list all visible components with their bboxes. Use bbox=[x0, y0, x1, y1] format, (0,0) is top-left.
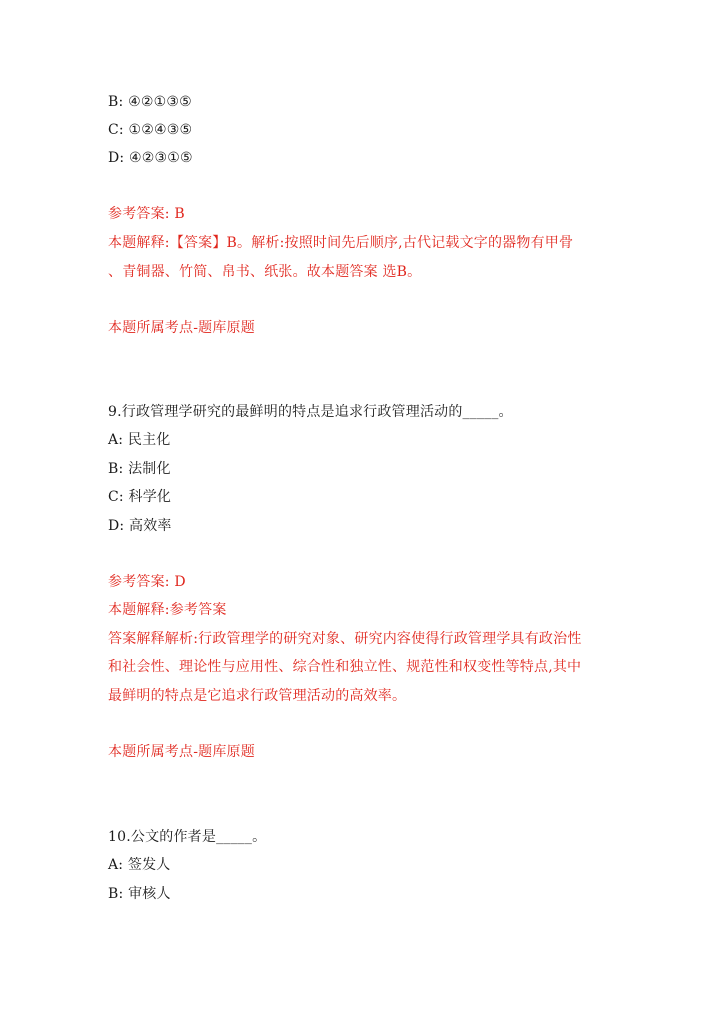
option-letter: D: bbox=[108, 518, 125, 534]
q8-source: 本题所属考点-题库原题 bbox=[108, 320, 255, 336]
q8-option-c bbox=[108, 120, 192, 140]
option-text: 审核人 bbox=[128, 886, 171, 902]
q10-option-b bbox=[108, 884, 171, 904]
q9-explanation-line-3: 最鲜明的特点是它追求行政管理活动的高效率。 bbox=[108, 688, 407, 704]
option-letter: C: bbox=[108, 122, 124, 138]
q8-explanation-line-1: 本题解释:【答案】B。解析:按照时间先后顺序,古代记载文字的器物有甲骨 bbox=[108, 235, 574, 251]
q8-option-b bbox=[108, 92, 192, 112]
q9-explanation-line-2: 和社会性、理论性与应用性、综合性和独立性、规范性和权变性等特点,其中 bbox=[108, 659, 582, 675]
q10-stem: 10.公文的作者是_____。 bbox=[108, 829, 267, 845]
q9-source: 本题所属考点-题库原题 bbox=[108, 744, 255, 760]
option-text: ④②③①⑤ bbox=[129, 150, 193, 166]
option-letter: A: bbox=[108, 432, 124, 448]
option-letter: D: bbox=[108, 150, 125, 166]
q9-explanation-line-1: 答案解释解析:行政管理学的研究对象、研究内容使得行政管理学具有政治性 bbox=[108, 631, 582, 647]
q8-answer: 参考答案: B bbox=[108, 206, 185, 222]
option-letter: C: bbox=[108, 489, 124, 505]
q9-option-c bbox=[108, 487, 171, 507]
q9-explanation-head: 本题解释:参考答案 bbox=[108, 602, 227, 618]
option-text: 高效率 bbox=[129, 518, 172, 534]
q8-option-d bbox=[108, 148, 193, 168]
option-letter: B: bbox=[108, 94, 124, 110]
option-text: 科学化 bbox=[128, 489, 172, 505]
option-letter: A: bbox=[108, 857, 124, 873]
option-text: 签发人 bbox=[127, 857, 171, 873]
option-text: ①②④③⑤ bbox=[128, 122, 193, 138]
q9-stem: 9.行政管理学研究的最鲜明的特点是追求行政管理活动的_____。 bbox=[108, 404, 513, 420]
q9-option-a bbox=[108, 430, 171, 450]
q9-option-d bbox=[108, 516, 172, 536]
q8-explanation-line-2: 、青铜器、竹简、帛书、纸张。故本题答案 选B。 bbox=[108, 264, 422, 280]
option-letter: B: bbox=[108, 461, 124, 477]
q10-option-a bbox=[108, 855, 171, 875]
option-letter: B: bbox=[108, 886, 124, 902]
option-text: 民主化 bbox=[127, 432, 171, 448]
q9-answer: 参考答案: D bbox=[108, 574, 186, 590]
option-text: ④②①③⑤ bbox=[128, 94, 192, 110]
q9-option-b bbox=[108, 459, 171, 479]
option-text: 法制化 bbox=[128, 461, 171, 477]
